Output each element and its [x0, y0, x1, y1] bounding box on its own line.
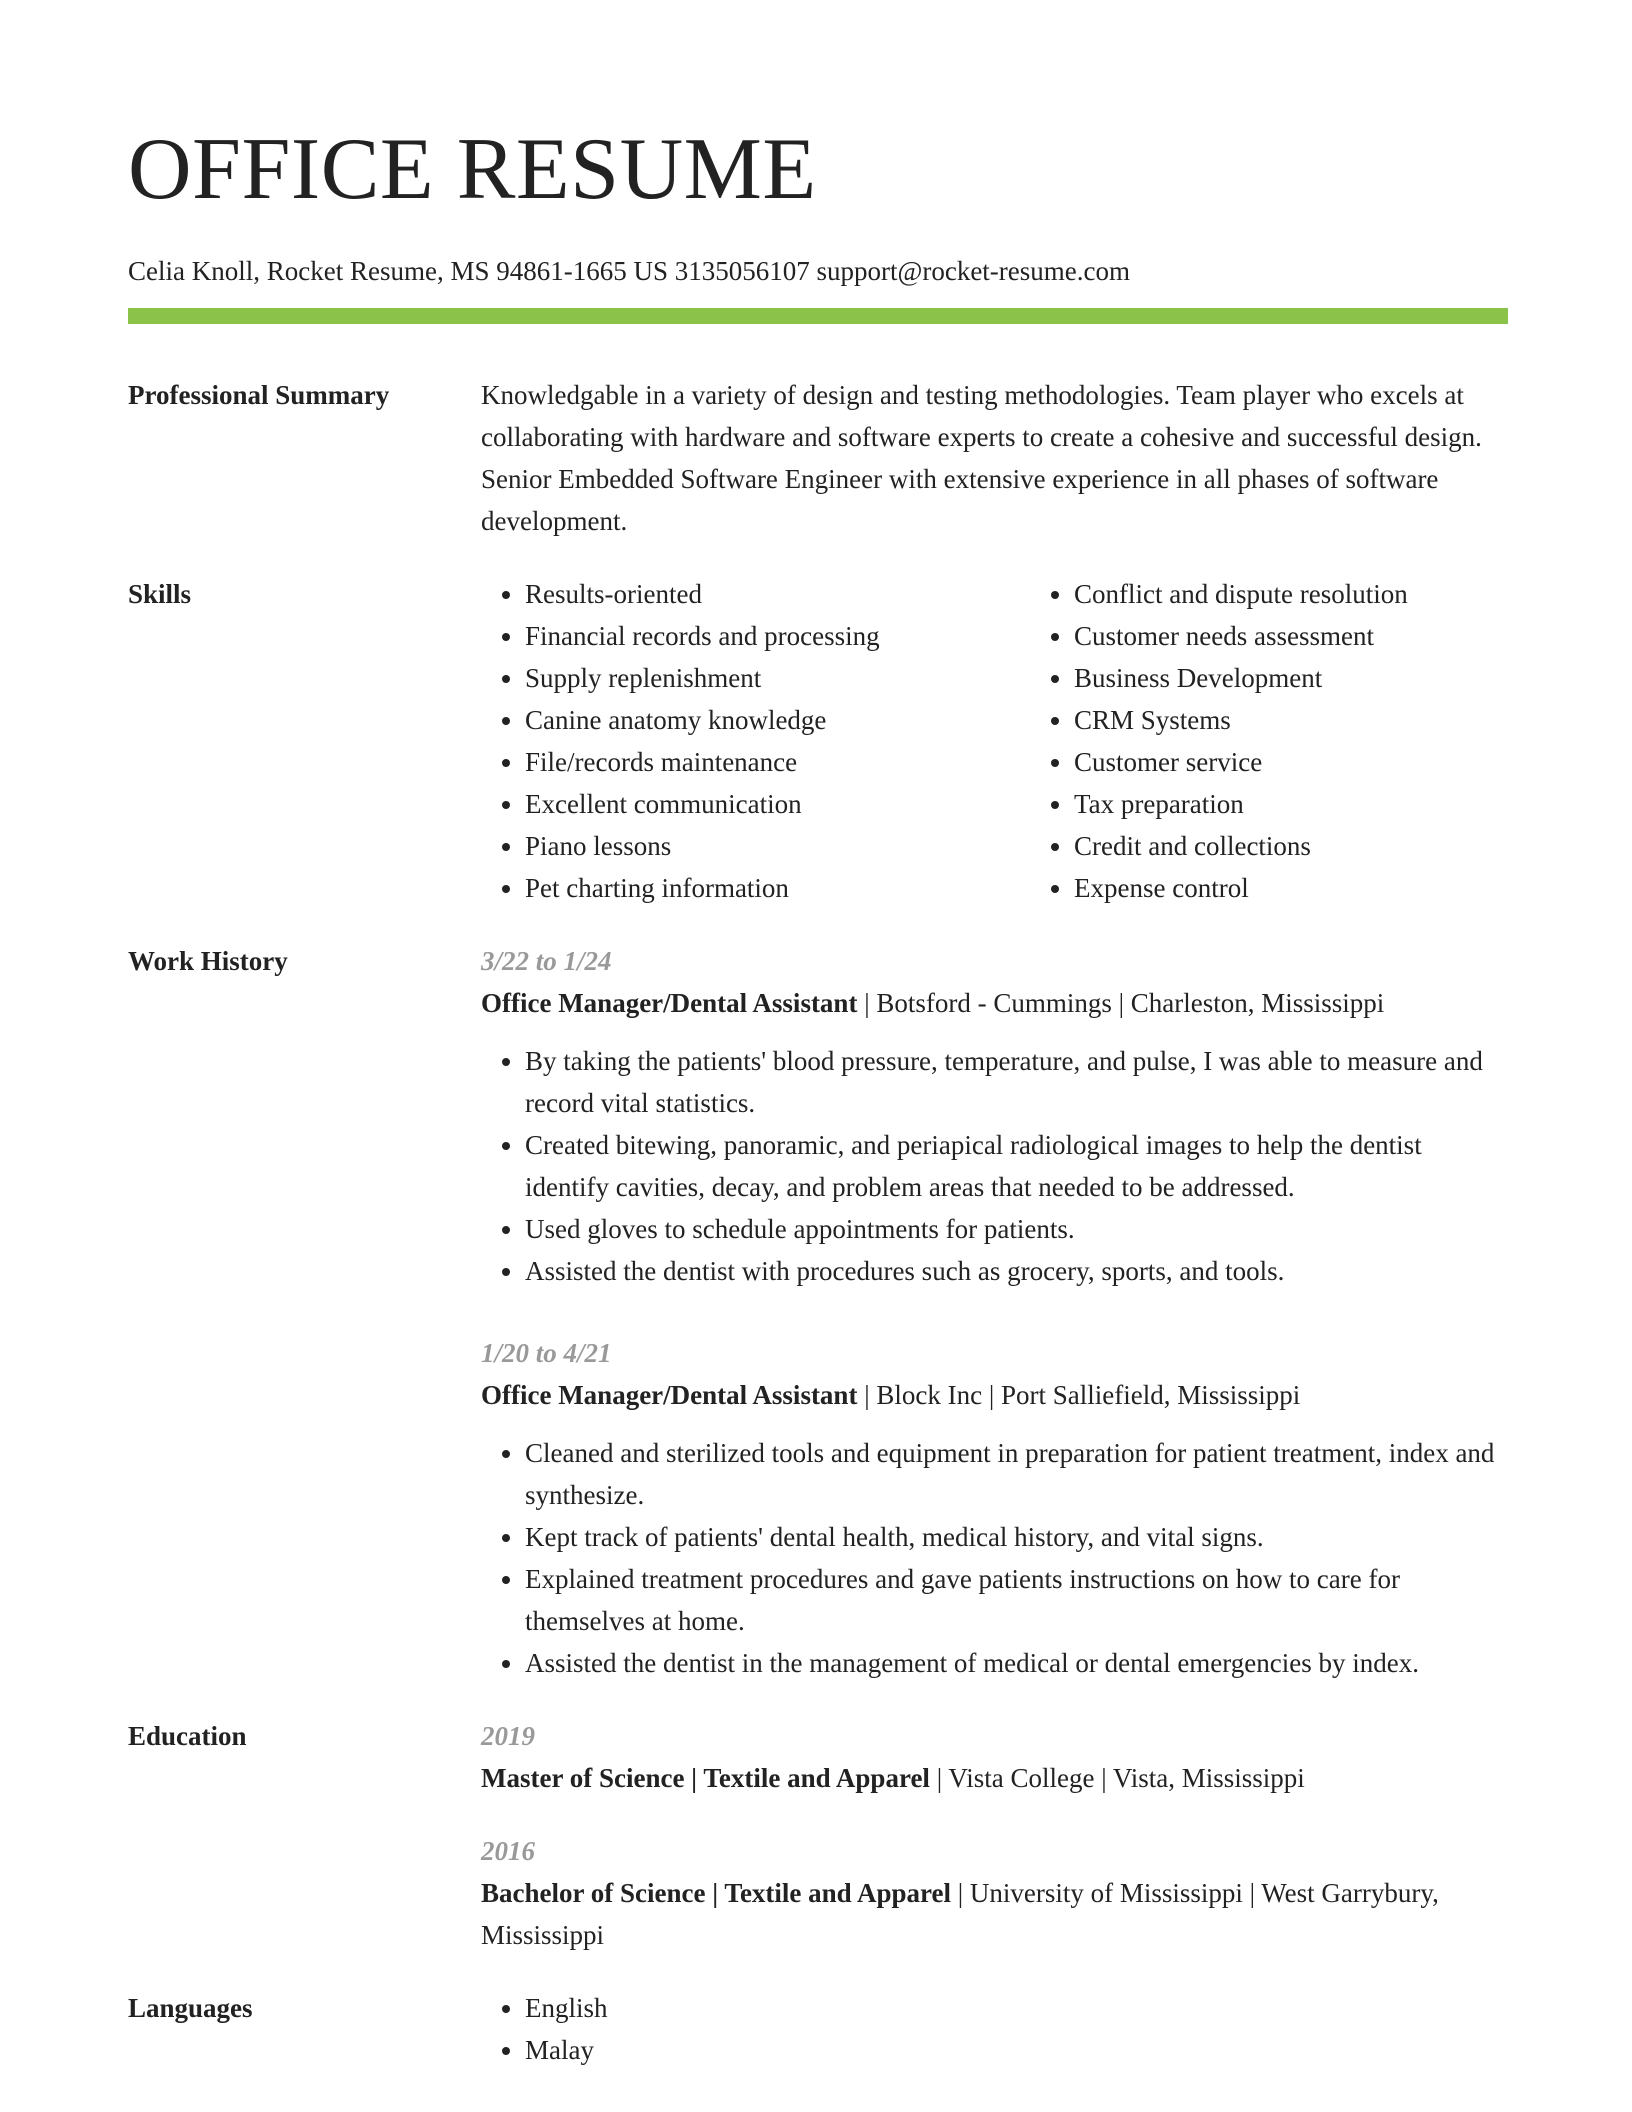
skill-item: • Financial records and processing — [525, 615, 1030, 657]
skill-item: • Supply replenishment — [525, 657, 1030, 699]
job-bullet: • Cleaned and sterilized tools and equipment in preparation for patient treatment, index and synthesize. — [525, 1432, 1508, 1516]
education-year: 2019 — [481, 1721, 535, 1751]
job-bullet: • Assisted the dentist with procedures such as grocery, sports, and tools. — [525, 1250, 1508, 1292]
education-entry — [481, 1830, 1508, 1956]
job-heading — [481, 982, 1508, 1024]
skill-item: • Business Development — [1074, 657, 1579, 699]
resume-title: OFFICE RESUME — [128, 121, 817, 218]
skills-list-right — [1030, 573, 1579, 909]
skill-item: • Piano lessons — [525, 825, 1030, 867]
job-title: Office Manager/Dental Assistant — [481, 1380, 858, 1410]
education-heading — [481, 1757, 1508, 1799]
job-title: Office Manager/Dental Assistant — [481, 988, 858, 1018]
skills-columns — [481, 573, 1579, 909]
job-bullet: • Used gloves to schedule appointments for patients. — [525, 1208, 1508, 1250]
section-label-skills: Skills — [128, 579, 192, 609]
language-item: • English — [525, 1987, 1508, 2029]
resume-page — [128, 0, 1508, 2071]
education-heading — [481, 1872, 1508, 1956]
education-degree: Bachelor of Science | Textile and Apparel — [481, 1878, 951, 1908]
entry-spacer — [481, 1799, 1508, 1830]
languages-body — [481, 1987, 1508, 2071]
language-item: • Malay — [525, 2029, 1508, 2071]
header-divider — [128, 308, 1508, 324]
education-entry — [481, 1715, 1508, 1799]
skill-item: • Expense control — [1074, 867, 1579, 909]
summary-section — [128, 374, 1508, 542]
skill-item: • Customer service — [1074, 741, 1579, 783]
job-bullet-list — [481, 1040, 1508, 1292]
skills-section — [128, 573, 1508, 909]
work-history-section — [128, 940, 1508, 1684]
job-bullet: • By taking the patients' blood pressure, temperature, and pulse, I was able to measure and record vital statistics. — [525, 1040, 1508, 1124]
entry-spacer — [481, 1292, 1508, 1332]
summary-text: Knowledgable in a variety of design and testing methodologies. Team player who excels at collaborating with hardware and software experts to create a cohesive and successful design. Senior Embedded Software Engineer with extensive experience in all phases of software development. — [481, 380, 1482, 536]
skill-item: • Customer needs assessment — [1074, 615, 1579, 657]
skill-item: • File/records maintenance — [525, 741, 1030, 783]
summary-body — [481, 374, 1508, 542]
languages-list — [481, 1987, 1508, 2071]
section-label-work-history: Work History — [128, 946, 288, 976]
education-year: 2016 — [481, 1836, 535, 1866]
job-dates: 1/20 to 4/21 — [481, 1338, 612, 1368]
languages-section — [128, 1987, 1508, 2071]
skill-item: • CRM Systems — [1074, 699, 1579, 741]
job-entry — [481, 1332, 1508, 1684]
skill-item: • Tax preparation — [1074, 783, 1579, 825]
job-bullet: • Kept track of patients' dental health, medical history, and vital signs. — [525, 1516, 1508, 1558]
education-details: | University of Mississippi | West Garrybury, Mississippi — [481, 1878, 1439, 1950]
skill-item: • Canine anatomy knowledge — [525, 699, 1030, 741]
education-degree: Master of Science | Textile and Apparel — [481, 1763, 930, 1793]
education-body — [481, 1715, 1508, 1956]
section-label-education: Education — [128, 1721, 247, 1751]
education-details: | Vista College | Vista, Mississippi — [929, 1763, 1305, 1793]
skill-item: • Pet charting information — [525, 867, 1030, 909]
contact-line: Celia Knoll, Rocket Resume, MS 94861-1665 US 3135056107 support@rocket-resume.com — [128, 256, 1130, 286]
skills-body — [481, 573, 1579, 909]
skill-item: • Excellent communication — [525, 783, 1030, 825]
job-heading — [481, 1374, 1508, 1416]
education-section — [128, 1715, 1508, 1956]
skill-item: • Conflict and dispute resolution — [1074, 573, 1579, 615]
section-label-summary: Professional Summary — [128, 380, 390, 410]
job-bullet: • Assisted the dentist in the management of medical or dental emergencies by index. — [525, 1642, 1508, 1684]
job-bullet-list — [481, 1432, 1508, 1684]
job-details: | Block Inc | Port Salliefield, Mississippi — [857, 1380, 1301, 1410]
section-label-languages: Languages — [128, 1993, 253, 2023]
job-dates: 3/22 to 1/24 — [481, 946, 612, 976]
job-details: | Botsford - Cummings | Charleston, Mississippi — [857, 988, 1385, 1018]
job-bullet: • Explained treatment procedures and gave patients instructions on how to care for themselves at home. — [525, 1558, 1508, 1642]
skills-list-left — [481, 573, 1030, 909]
skill-item: • Credit and collections — [1074, 825, 1579, 867]
skill-item: • Results-oriented — [525, 573, 1030, 615]
job-entry — [481, 940, 1508, 1292]
job-bullet: • Created bitewing, panoramic, and periapical radiological images to help the dentist identify cavities, decay, and problem areas that needed to be addressed. — [525, 1124, 1508, 1208]
work-history-body — [481, 940, 1508, 1684]
